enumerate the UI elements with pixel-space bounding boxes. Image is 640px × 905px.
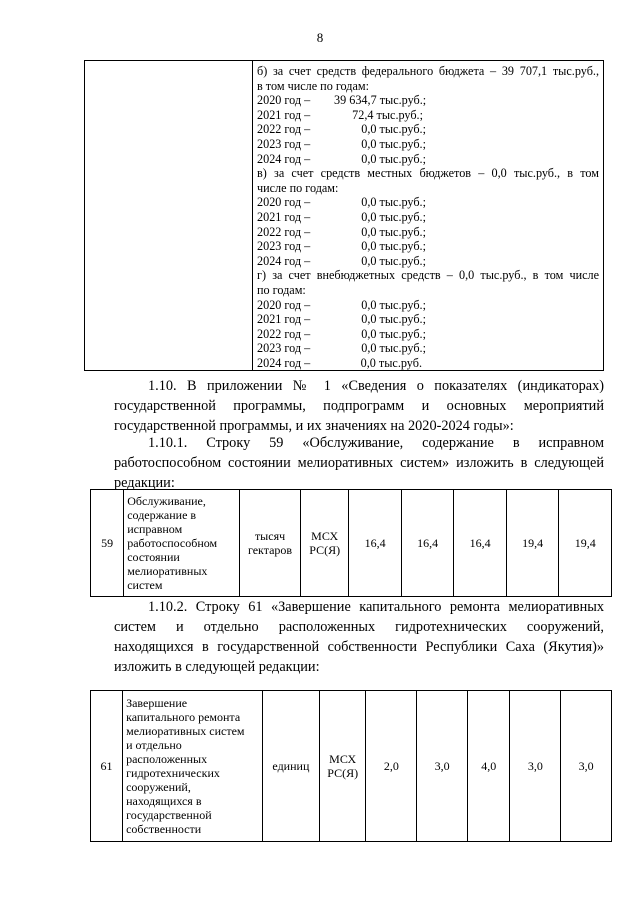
year-label: 2022 год – xyxy=(257,224,311,239)
year-amount: 0,0 тыс.руб.; xyxy=(361,224,426,239)
table-row xyxy=(91,691,612,842)
paragraph-1-10 xyxy=(114,376,604,436)
year-label: 2020 год – xyxy=(257,297,311,312)
unit-line: гектаров xyxy=(247,543,293,557)
year-amount: 0,0 тыс.руб.; xyxy=(361,297,426,312)
year-label: 2024 год – xyxy=(257,253,311,268)
budget-year-row xyxy=(257,152,599,167)
budget-year-row xyxy=(257,298,599,313)
budget-year-row xyxy=(257,195,599,210)
year-label: 2020 год – xyxy=(257,195,311,210)
year-label: 2024 год – xyxy=(257,151,311,166)
year-label: 2021 год – xyxy=(257,312,311,327)
paragraph-line: редакции: xyxy=(114,475,175,491)
year-amount: 0,0 тыс.руб.; xyxy=(361,195,426,210)
year-label: 2023 год – xyxy=(257,136,311,151)
budget-year-row xyxy=(257,239,599,254)
page-number: 8 xyxy=(316,30,324,45)
paragraph-1-10-1 xyxy=(114,433,604,493)
year-amount: 0,0 тыс.руб.; xyxy=(361,253,426,268)
year-amount: 0,0 тыс.руб.; xyxy=(361,136,426,151)
org-line: РС(Я) xyxy=(309,543,341,557)
year-amount: 0,0 тыс.руб.; xyxy=(361,312,426,327)
indicator-table-row-59 xyxy=(90,489,612,597)
unit-cell: единиц xyxy=(262,691,319,842)
year-label: 2021 год – xyxy=(257,209,311,224)
year-label: 2024 год – xyxy=(257,355,311,370)
value-cell: 16,4 xyxy=(349,490,402,597)
paragraph-1-10-2 xyxy=(114,597,604,677)
year-amount: 0,0 тыс.руб.; xyxy=(361,122,426,137)
name-line: и отдельно xyxy=(126,738,182,752)
budget-year-row xyxy=(257,210,599,225)
name-line: состоянии xyxy=(127,550,180,564)
budget-year-row xyxy=(257,327,599,342)
name-line: исправном xyxy=(127,522,183,536)
paragraph-line: 1.10.1. Строку 59 «Обслуживание, содержание в исправном xyxy=(148,435,604,451)
value-cell: 16,4 xyxy=(401,490,454,597)
paragraph-line: государственной программы, подпрограмм и основных мероприятий xyxy=(114,398,604,414)
name-line: систем xyxy=(127,578,163,592)
year-label: 2023 год – xyxy=(257,239,311,254)
local-years xyxy=(257,195,599,268)
budget-year-row xyxy=(257,254,599,269)
table-row xyxy=(91,490,612,597)
name-line: сооружений, xyxy=(126,780,191,794)
unit-line: тысяч xyxy=(254,529,286,543)
name-line: собственности xyxy=(126,822,202,836)
paragraph-line: 1.10.2. Строку 61 «Завершение капитального ремонта мелиоративных xyxy=(148,599,604,615)
budget-year-row xyxy=(257,108,599,123)
value-cell: 3,0 xyxy=(561,691,612,842)
indicator-name xyxy=(123,691,263,842)
indicator-table-row-61 xyxy=(90,690,612,842)
paragraph-line: работоспособном состоянии мелиоративных систем» изложить в следующей xyxy=(114,455,604,471)
value-cell: 3,0 xyxy=(510,691,561,842)
value-cell: 16,4 xyxy=(454,490,507,597)
value-cell: 4,0 xyxy=(467,691,509,842)
unit-cell xyxy=(239,490,300,597)
local-header: в) за счет средств местных бюджетов – 0,0 тыс.руб., в том xyxy=(257,166,599,181)
year-label: 2021 год – xyxy=(257,107,311,122)
budget-content xyxy=(257,64,599,370)
name-line: Обслуживание, xyxy=(127,494,206,508)
name-line: гидротехнических xyxy=(126,766,220,780)
row-number: 59 xyxy=(91,490,124,597)
name-line: содержание в xyxy=(127,508,197,522)
year-amount: 72,4 тыс.руб.; xyxy=(352,107,423,122)
org-cell xyxy=(301,490,349,597)
budget-year-row xyxy=(257,341,599,356)
row-number: 61 xyxy=(91,691,123,842)
year-amount: 0,0 тыс.руб.; xyxy=(361,326,426,341)
year-label: 2023 год – xyxy=(257,341,311,356)
org-line: МСХ xyxy=(329,752,357,766)
paragraph-line: государственной программы, и их значениях на 2020-2024 годы»: xyxy=(114,418,514,434)
year-amount: 0,0 тыс.руб.; xyxy=(361,151,426,166)
budget-year-row xyxy=(257,356,599,371)
offbudget-years xyxy=(257,298,599,371)
name-line: работоспособном xyxy=(127,536,218,550)
budget-year-row xyxy=(257,225,599,240)
budget-table-divider xyxy=(252,61,253,370)
value-cell: 3,0 xyxy=(417,691,468,842)
year-amount: 0,0 тыс.руб.; xyxy=(361,209,426,224)
name-line: государственной xyxy=(126,808,212,822)
budget-year-row xyxy=(257,312,599,327)
name-line: мелиоративных систем xyxy=(126,724,245,738)
paragraph-line: находящихся в государственной собственности Республики Саха (Якутия)» xyxy=(114,639,604,655)
budget-year-row xyxy=(257,122,599,137)
offbudget-subheader: по годам: xyxy=(257,282,306,297)
paragraph-line: изложить в следующей редакции: xyxy=(114,659,320,675)
budget-year-row xyxy=(257,93,599,108)
federal-subheader: в том числе по годам: xyxy=(257,78,369,93)
year-label: 2022 год – xyxy=(257,326,311,341)
value-cell: 19,4 xyxy=(506,490,559,597)
org-line: МСХ xyxy=(311,529,339,543)
name-line: расположенных xyxy=(126,752,208,766)
indicator-name xyxy=(124,490,240,597)
budget-year-row xyxy=(257,137,599,152)
name-line: капитального ремонта xyxy=(126,710,241,724)
paragraph-line: систем и отдельно расположенных гидротехнических сооружений, xyxy=(114,619,604,635)
paragraph-line: 1.10. В приложении № 1 «Сведения о показателях (индикаторах) xyxy=(148,378,604,394)
year-amount: 0,0 тыс.руб.; xyxy=(361,341,426,356)
offbudget-header: г) за счет внебюджетных средств – 0,0 тыс.руб., в том числе xyxy=(257,268,599,283)
budget-table xyxy=(84,60,604,371)
value-cell: 19,4 xyxy=(559,490,612,597)
federal-years xyxy=(257,93,599,166)
year-label: 2022 год – xyxy=(257,122,311,137)
year-amount: 0,0 тыс.руб.; xyxy=(361,239,426,254)
name-line: мелиоративных xyxy=(127,564,208,578)
org-line: РС(Я) xyxy=(327,766,359,780)
org-cell xyxy=(319,691,366,842)
year-amount: 0,0 тыс.руб. xyxy=(360,355,422,370)
year-label: 2020 год – xyxy=(257,93,311,108)
local-subheader: числе по годам: xyxy=(257,180,339,195)
year-amount: 39 634,7 тыс.руб.; xyxy=(334,93,427,108)
federal-header: б) за счет средств федерального бюджета – 39 707,1 тыс.руб., xyxy=(257,64,599,78)
value-cell: 2,0 xyxy=(366,691,417,842)
name-line: Завершение xyxy=(126,696,188,710)
name-line: находящихся в xyxy=(126,794,202,808)
